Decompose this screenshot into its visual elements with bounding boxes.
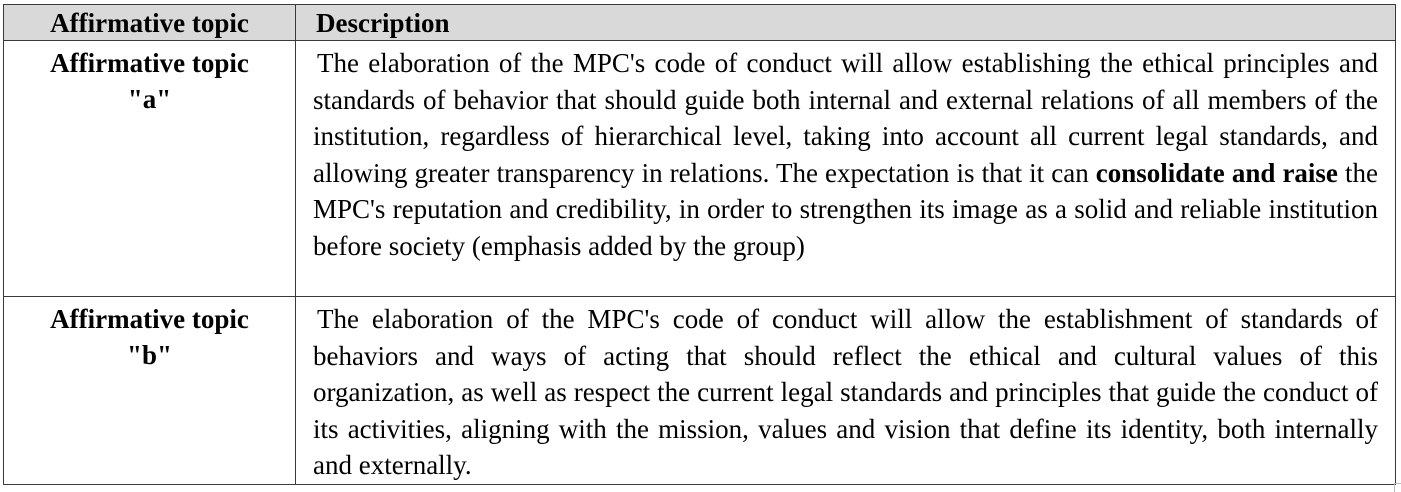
- table-row: [4, 41, 1396, 297]
- topic-label: Affirmative topic: [50, 48, 249, 78]
- table-row: [4, 297, 1396, 485]
- header-affirmative-topic: Affirmative topic: [4, 5, 296, 41]
- topic-cell-a: [4, 41, 296, 297]
- topic-letter: "b": [127, 340, 172, 370]
- table-body: [4, 41, 1396, 485]
- description-text: [313, 45, 1378, 264]
- topic-label: Affirmative topic: [50, 304, 249, 334]
- description-emphasis: consolidate and raise: [1095, 157, 1338, 188]
- topic-cell-b: [4, 297, 296, 485]
- affirmative-topics-table: [3, 4, 1396, 485]
- resize-corner-mark: [1394, 483, 1401, 492]
- table-header: [4, 5, 1396, 41]
- topic-letter: "a": [127, 84, 172, 114]
- description-part: the MPC's reputation and credibility, in order to strengthen its image as a solid and reliable institution before society (emphasis added by the group): [313, 157, 1378, 261]
- header-row: [4, 5, 1396, 41]
- description-cell-b: [296, 297, 1396, 485]
- header-description: Description: [296, 5, 1396, 41]
- description-part: The elaboration of the MPC's code of conduct will allow establishing the ethical principles and standards of behavior that should guide both internal and external relations of all members of the institution, regardless of hierarchical level, taking into account all current legal standards, and allowing greater transparency in relations. The expectation is that it can: [313, 48, 1378, 188]
- description-text: The elaboration of the MPC's code of conduct will allow the establishment of standards of behaviors and ways of acting that should reflect the ethical and cultural values of this organization, as well as respect the current legal standards and principles that guide the conduct of its activities, aligning with the mission, values and vision that define its identity, both internally and externally.: [313, 304, 1378, 480]
- description-cell-a: [296, 41, 1396, 297]
